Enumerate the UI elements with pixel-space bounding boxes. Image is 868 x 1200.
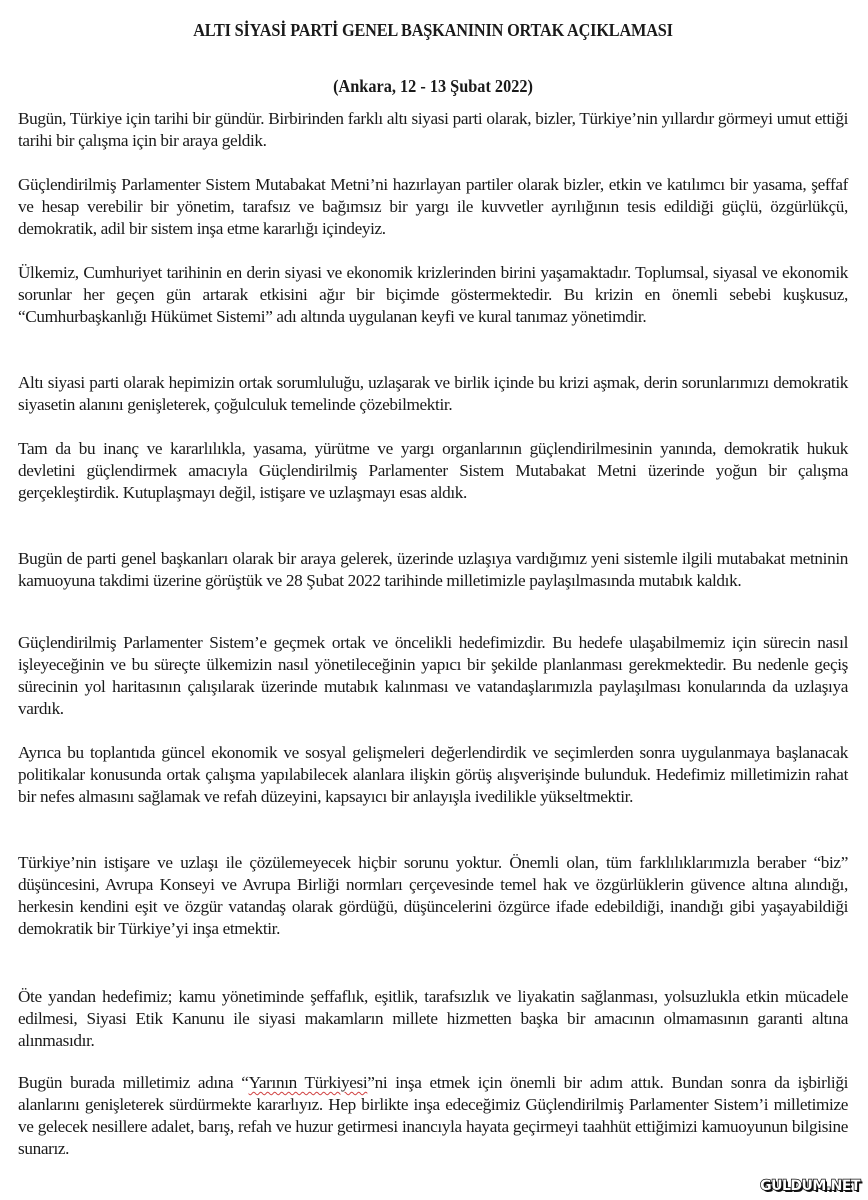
paragraph-6: Bugün de parti genel başkanları olarak bir araya gelerek, üzerinde uzlaşıya vardığımız yeni sistemle ilgili mutabakat metninin kamuoyuna takdimi üzerine görüştük ve 28 Şubat 2022 tarihinde milletimizle paylaşılmasında mutabık kaldık. xyxy=(18,549,848,590)
paragraph-10: Öte yandan hedefimiz; kamu yönetiminde şeffaflık, eşitlik, tarafsızlık ve liyakatin sağlanması, yolsuzlukla etkin mücadele edilmesi, Siyasi Etik Kanunu ile siyasi makamların millete hizmetten başka bir amacının olmamasının garanti altına alınmasıdır. xyxy=(18,987,848,1050)
paragraph-11-start: Bugün burada milletimiz adına “ xyxy=(18,1073,249,1092)
spellcheck-underlined-phrase: Yarının Türkiyesi xyxy=(248,1073,368,1092)
paragraph-11 xyxy=(18,1072,848,1160)
paragraph-3: Ülkemiz, Cumhuriyet tarihinin en derin siyasi ve ekonomik krizlerinden birini yaşamaktadır. Toplumsal, siyasal ve ekonomik sorunlar her geçen gün artarak etkisini ağır bir biçimde göstermektedir. Bu krizin en önemli sebebi kuşkusuz, “Cumhurbaşkanlığı Hükümet Sistemi” adı altında uygulanan keyfi ve kural tanımaz yönetimdir. xyxy=(18,263,848,326)
paragraph-4: Altı siyasi parti olarak hepimizin ortak sorumluluğu, uzlaşarak ve birlik içinde bu krizi aşmak, derin sorunlarımızı demokratik siyasetin alanını genişleterek, çoğulculuk temelinde çözebilmektir. xyxy=(18,373,848,414)
paragraph-2: Güçlendirilmiş Parlamenter Sistem Mutabakat Metni’ni hazırlayan partiler olarak bizler, etkin ve katılımcı bir yasama, şeffaf ve hesap verebilir bir yönetim, tarafsız ve bağımsız bir yargı ile kuvvetler ayrılığının tesis edildiği güçlü, özgürlükçü, demokratik, adil bir sistem inşa etme kararlığı içindeyiz. xyxy=(18,175,848,238)
paragraph-1: Bugün, Türkiye için tarihi bir gündür. Birbirinden farklı altı siyasi parti olarak, bizler, Türkiye’nin yıllardır görmeyi umut ettiği tarihi bir çalışma için bir araya geldik. xyxy=(18,109,848,150)
paragraph-7: Güçlendirilmiş Parlamenter Sistem’e geçmek ortak ve öncelikli hedefimizdir. Bu hedefe ulaşabilmemiz için sürecin nasıl işleyeceğinin ve bu süreçte ülkemizin nasıl yönetileceğinin yapıcı bir şekilde planlanması gerekmektedir. Bu nedenle geçiş sürecinin yol haritasının çalışılarak üzerinde mutabık kalınması ve vatandaşlarımızla paylaşılması konularında da uzlaşıya vardık. xyxy=(18,633,848,718)
document-subtitle-date: (Ankara, 12 - 13 Şubat 2022) xyxy=(333,76,533,96)
paragraph-8: Ayrıca bu toplantıda güncel ekonomik ve sosyal gelişmeleri değerlendirdik ve seçimlerden sonra uygulanmaya başlanacak politikalar konusunda ortak çalışma yapılabilecek alanlara ilişkin görüş alışverişinde bulunduk. Hedefimiz milletimizin rahat bir nefes almasını sağlamak ve refah düzeyini, kapsayıcı bir anlayışla ivedilikle yükseltmektir. xyxy=(18,743,848,806)
paragraph-5: Tam da bu inanç ve kararlılıkla, yasama, yürütme ve yargı organlarının güçlendirilmesinin yanında, demokratik hukuk devletini güçlendirmek amacıyla Güçlendirilmiş Parlamenter Sistem Mutabakat Metni üzerinde yoğun bir çalışma gerçekleştirdik. Kutuplaşmayı değil, istişare ve uzlaşmayı esas aldık. xyxy=(18,439,848,502)
paragraph-9: Türkiye’nin istişare ve uzlaşı ile çözülemeyecek hiçbir sorunu yoktur. Önemli olan, tüm farklılıklarımızla beraber “biz” düşüncesini, Avrupa Konseyi ve Avrupa Birliği normları çerçevesinde temel hak ve özgürlüklerin güvence altına alındığı, herkesin kendini eşit ve özgür vatandaş olarak gördüğü, düşüncelerini özgürce ifade edebildiği, inandığı gibi yaşayabildiği demokratik bir Türkiye’yi inşa etmektir. xyxy=(18,853,848,938)
site-watermark: GULDUM.NET xyxy=(760,1178,860,1194)
paragraph-11-end: ”ni inşa etmek için önemli bir adım attık. Bundan sonra da işbirliği alanlarını genişleterek sürdürmekte kararlıyız. Hep birlikte inşa edeceğimiz Güçlendirilmiş Parlamenter Sistem’i milletimize ve gelecek nesillere adalet, barış, refah ve huzur getirmesi inancıyla hayata geçirmeyi taahhüt ettiğimizi kamuoyunun bilgisine sunarız. xyxy=(18,1073,848,1158)
document-title: ALTI SİYASİ PARTİ GENEL BAŞKANININ ORTAK AÇIKLAMASI xyxy=(193,20,673,40)
